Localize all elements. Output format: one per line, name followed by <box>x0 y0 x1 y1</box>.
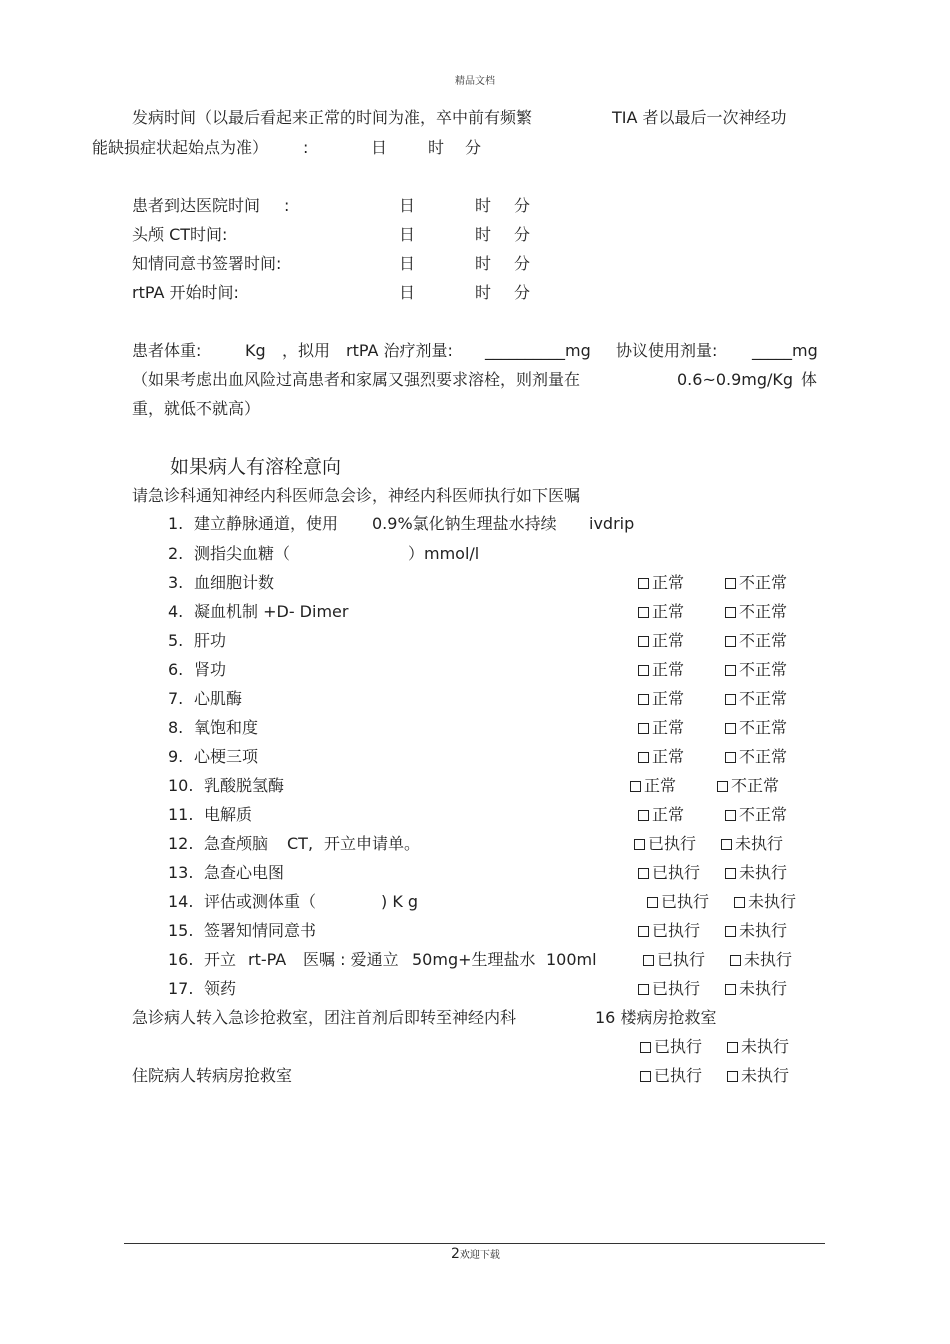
consent-hour: 时 <box>475 254 492 273</box>
checkbox-icon[interactable] <box>725 607 736 618</box>
order-text: 电解质 <box>204 805 253 824</box>
checkbox-option[interactable]: 已执行 <box>638 981 700 997</box>
weight-label: 患者体重: <box>132 341 202 360</box>
checkbox-option[interactable]: 已执行 <box>647 894 709 910</box>
order-text-2: ) K g <box>381 892 419 911</box>
checkbox-icon[interactable] <box>730 955 741 966</box>
section-intro: 请急诊科通知神经内科医师急会诊，神经内科医师执行如下医嘱 <box>132 486 581 505</box>
order-num: 12. <box>168 834 194 853</box>
arrival-hour: 时 <box>475 196 492 215</box>
arrival-time-label: 患者到达医院时间 <box>132 196 261 215</box>
checkbox-icon[interactable] <box>638 665 649 676</box>
order-num: 13. <box>168 863 194 882</box>
onset-line1-a: 发病时间（以最后看起来正常的时间为准，卒中前有频繁 <box>132 108 533 127</box>
checkbox-icon[interactable] <box>638 868 649 879</box>
footer-rule <box>124 1243 825 1244</box>
order-num: 9. <box>168 747 184 766</box>
order-text: 心梗三项 <box>194 747 259 766</box>
checkbox-option[interactable]: 不正常 <box>725 662 787 678</box>
ct-day: 日 <box>399 225 416 244</box>
rtpa-minute: 分 <box>514 283 531 302</box>
order-text: 建立静脉通道，使用 <box>194 514 339 533</box>
checkbox-icon[interactable] <box>725 694 736 705</box>
page-number: 2 <box>451 1246 460 1262</box>
agreed-dose-blank: _____mg <box>752 341 818 360</box>
checkbox-icon[interactable] <box>638 694 649 705</box>
rtpa-day: 日 <box>399 283 416 302</box>
checkbox-option[interactable]: 未执行 <box>721 836 783 852</box>
order-text-4: 50mg+生理盐水 <box>412 950 536 969</box>
arrival-minute: 分 <box>514 196 531 215</box>
checkbox-option[interactable]: 已执行 <box>634 836 696 852</box>
checkbox-option[interactable]: 正常 <box>630 778 676 794</box>
checkbox-icon[interactable] <box>725 810 736 821</box>
order-num: 1. <box>168 514 184 533</box>
transfer-emergency-text: 急诊病人转入急诊抢救室，团注首剂后即转至神经内科 <box>132 1008 517 1027</box>
checkbox-option[interactable]: 正常 <box>638 662 684 678</box>
checkbox-option[interactable]: 正常 <box>638 604 684 620</box>
rtpa-time-label: rtPA 开始时间: <box>132 283 239 302</box>
order-num: 3. <box>168 573 184 592</box>
order-num: 17. <box>168 979 194 998</box>
checkbox-icon[interactable] <box>725 723 736 734</box>
onset-line2: 能缺损症状起始点为准） <box>92 138 269 157</box>
onset-line1-b: TIA 者以最后一次神经功 <box>612 108 787 127</box>
checkbox-icon[interactable] <box>647 897 658 908</box>
consent-day: 日 <box>399 254 416 273</box>
checkbox-option[interactable]: 不正常 <box>725 691 787 707</box>
page-header: 精品文档 <box>455 76 495 87</box>
checkbox-option[interactable]: 未执行 <box>727 1068 789 1084</box>
onset-hour: 时 <box>428 138 445 157</box>
order-num: 11. <box>168 805 194 824</box>
order-num: 16. <box>168 950 194 969</box>
checkbox-icon[interactable] <box>727 1042 738 1053</box>
checkbox-icon[interactable] <box>725 926 736 937</box>
order-text: 急查颅脑 <box>204 834 269 853</box>
transfer-inpatient-text: 住院病人转病房抢救室 <box>132 1066 293 1085</box>
order-text-3: ivdrip <box>589 514 635 533</box>
order-num: 14. <box>168 892 194 911</box>
checkbox-option[interactable]: 不正常 <box>725 749 787 765</box>
order-num: 6. <box>168 660 184 679</box>
order-text: 测指尖血糖（ <box>194 544 291 563</box>
transfer-emergency-ward: 16 楼病房抢救室 <box>595 1008 717 1027</box>
consent-time-label: 知情同意书签署时间: <box>132 254 282 273</box>
checkbox-icon[interactable] <box>734 897 745 908</box>
checkbox-option[interactable]: 正常 <box>638 633 684 649</box>
order-num: 8. <box>168 718 184 737</box>
rtpa-hour: 时 <box>475 283 492 302</box>
checkbox-icon[interactable] <box>725 665 736 676</box>
ct-hour: 时 <box>475 225 492 244</box>
checkbox-icon[interactable] <box>638 636 649 647</box>
checkbox-option[interactable]: 未执行 <box>730 952 792 968</box>
checkbox-icon[interactable] <box>725 578 736 589</box>
checkbox-icon[interactable] <box>640 1042 651 1053</box>
dose-note-1a: （如果考虑出血风险过高患者和家属又强烈要求溶栓，则剂量在 <box>132 370 581 389</box>
consent-minute: 分 <box>514 254 531 273</box>
checkbox-option[interactable]: 不正常 <box>725 807 787 823</box>
checkbox-icon[interactable] <box>630 781 641 792</box>
order-text-2: 0.9%氯化钠生理盐水持续 <box>372 514 557 533</box>
weight-unit: Kg <box>245 341 266 360</box>
checkbox-option[interactable]: 已执行 <box>638 923 700 939</box>
order-num: 10. <box>168 776 194 795</box>
onset-minute: 分 <box>465 138 482 157</box>
checkbox-icon[interactable] <box>638 984 649 995</box>
order-text: 心肌酶 <box>194 689 243 708</box>
checkbox-option[interactable]: 未执行 <box>725 923 787 939</box>
checkbox-icon[interactable] <box>725 868 736 879</box>
checkbox-option[interactable]: 不正常 <box>725 720 787 736</box>
order-num: 15. <box>168 921 194 940</box>
arrival-time-colon: : <box>284 196 290 215</box>
dose-note-1b: 0.6~0.9mg/Kg <box>677 370 794 389</box>
checkbox-option[interactable]: 已执行 <box>643 952 705 968</box>
page-footer <box>451 1247 500 1261</box>
agreed-dose-label: 协议使用剂量: <box>616 341 718 360</box>
checkbox-icon[interactable] <box>643 955 654 966</box>
onset-colon: : <box>303 138 309 157</box>
order-num: 7. <box>168 689 184 708</box>
order-text: 领药 <box>204 979 237 998</box>
checkbox-option[interactable]: 未执行 <box>734 894 796 910</box>
rtpa-dose-label: rtPA 治疗剂量: <box>346 341 453 360</box>
order-text-2: rt-PA <box>248 950 287 969</box>
checkbox-option[interactable]: 已执行 <box>640 1068 702 1084</box>
order-text: 乳酸脱氢酶 <box>204 776 285 795</box>
dose-note-1c: 体 <box>801 370 818 389</box>
checkbox-option[interactable]: 不正常 <box>725 575 787 591</box>
checkbox-option[interactable]: 正常 <box>638 720 684 736</box>
onset-day: 日 <box>371 138 388 157</box>
dose-note-2: 重，就低不就高） <box>132 399 261 418</box>
footer-text: 欢迎下载 <box>459 1250 500 1261</box>
checkbox-option[interactable]: 不正常 <box>725 633 787 649</box>
order-num: 4. <box>168 602 184 621</box>
order-text-2: CT, <box>287 834 314 853</box>
checkbox-icon[interactable] <box>725 636 736 647</box>
checkbox-icon[interactable] <box>634 839 645 850</box>
order-text: 肝功 <box>194 631 227 650</box>
checkbox-option[interactable]: 未执行 <box>725 981 787 997</box>
checkbox-icon[interactable] <box>638 810 649 821</box>
checkbox-icon[interactable] <box>638 926 649 937</box>
section-title: 如果病人有溶栓意向 <box>170 456 342 478</box>
checkbox-option[interactable]: 正常 <box>638 807 684 823</box>
rtpa-dose-blank: __________mg <box>485 341 591 360</box>
checkbox-option[interactable]: 不正常 <box>725 604 787 620</box>
order-text: 凝血机制 +D- Dimer <box>194 602 349 621</box>
order-text-5: 100ml <box>546 950 597 969</box>
checkbox-icon[interactable] <box>725 752 736 763</box>
order-text: 血细胞计数 <box>194 573 275 592</box>
order-text: 急查心电图 <box>204 863 285 882</box>
order-text: 氧饱和度 <box>194 718 259 737</box>
checkbox-option[interactable]: 未执行 <box>727 1039 789 1055</box>
checkbox-icon[interactable] <box>638 723 649 734</box>
checkbox-icon[interactable] <box>638 607 649 618</box>
checkbox-option[interactable]: 已执行 <box>638 865 700 881</box>
checkbox-icon[interactable] <box>717 781 728 792</box>
checkbox-icon[interactable] <box>638 578 649 589</box>
checkbox-option[interactable]: 不正常 <box>717 778 779 794</box>
checkbox-icon[interactable] <box>721 839 732 850</box>
order-text: 签署知情同意书 <box>204 921 317 940</box>
checkbox-option[interactable]: 正常 <box>638 691 684 707</box>
order-text-2: ）mmol/l <box>408 544 480 563</box>
weight-comma: ，拟用 <box>282 341 331 360</box>
ct-minute: 分 <box>514 225 531 244</box>
order-num: 5. <box>168 631 184 650</box>
order-text-3: 开立申请单。 <box>324 834 421 853</box>
order-text: 开立 <box>204 950 237 969</box>
ct-time-label: 头颅 CT时间: <box>132 225 228 244</box>
checkbox-option[interactable]: 未执行 <box>725 865 787 881</box>
checkbox-option[interactable]: 已执行 <box>640 1039 702 1055</box>
checkbox-icon[interactable] <box>640 1071 651 1082</box>
order-text-3: 医嘱 : 爱通立 <box>303 950 399 969</box>
order-num: 2. <box>168 544 184 563</box>
checkbox-icon[interactable] <box>727 1071 738 1082</box>
checkbox-option[interactable]: 正常 <box>638 575 684 591</box>
checkbox-icon[interactable] <box>638 752 649 763</box>
order-text: 肾功 <box>194 660 227 679</box>
arrival-day: 日 <box>399 196 416 215</box>
checkbox-option[interactable]: 正常 <box>638 749 684 765</box>
order-text: 评估或测体重（ <box>204 892 317 911</box>
checkbox-icon[interactable] <box>725 984 736 995</box>
